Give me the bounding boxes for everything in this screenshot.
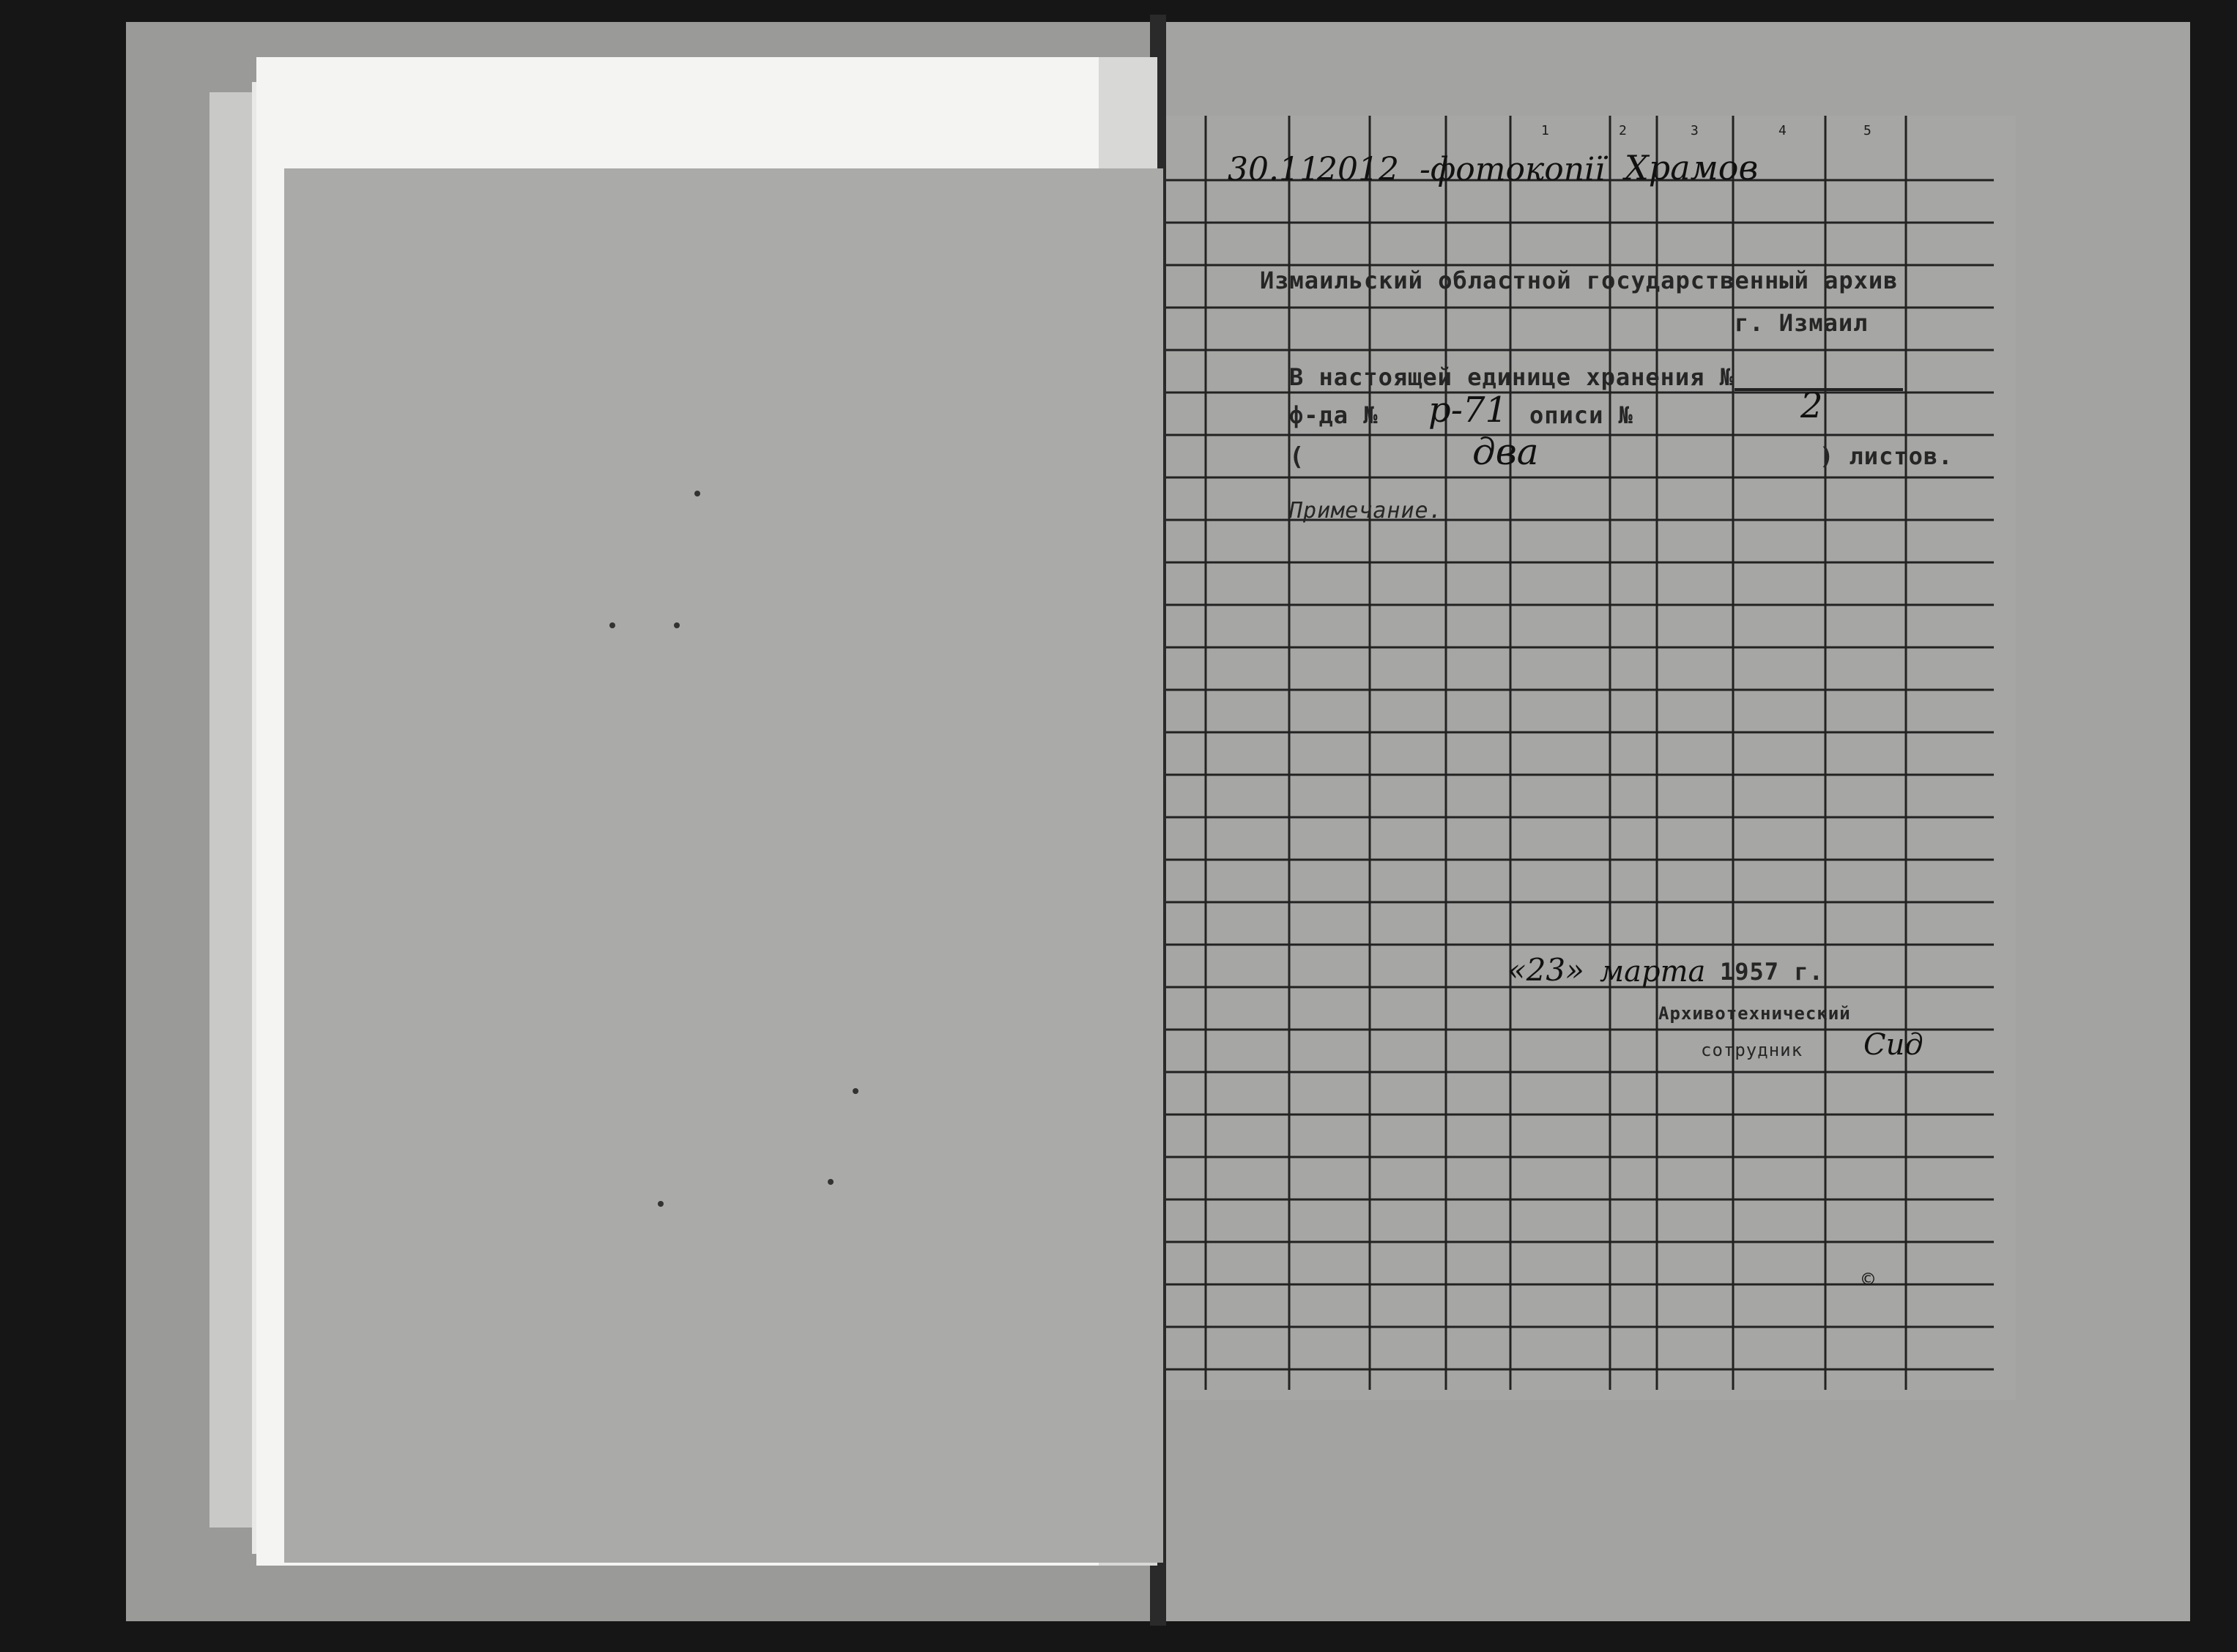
sheets-open-paren: ( <box>1289 442 1305 472</box>
opis-number: 2 <box>1800 385 1823 426</box>
paper-speck <box>674 622 680 628</box>
date-year: 1957 г. <box>1720 958 1824 986</box>
opis-label: описи № <box>1529 401 1633 429</box>
paper-speck <box>828 1179 834 1185</box>
signer-title-line-1: Архивотехнический <box>1658 1003 1851 1024</box>
fond-label: ф-да № <box>1289 401 1379 429</box>
signer-title-line-2: сотрудник <box>1701 1040 1803 1060</box>
note-label: Примечание. <box>1289 498 1443 524</box>
blank-page <box>284 168 1163 1563</box>
paper-speck <box>609 622 615 628</box>
city-stamp: г. Измаил <box>1735 309 1869 337</box>
ruled-grid <box>1166 116 2016 1400</box>
sheets-label: ) листов. <box>1819 442 1954 470</box>
handwritten-date: 30.11 <box>1228 151 1320 188</box>
column-number: 5 <box>1863 123 1871 138</box>
column-number: 4 <box>1778 123 1787 138</box>
paper-speck <box>694 491 700 496</box>
paper-speck <box>853 1088 858 1094</box>
signature: Сид <box>1863 1028 1923 1062</box>
column-number: 3 <box>1691 123 1699 138</box>
handwritten-copy-note: -фотокопії <box>1420 151 1606 188</box>
storage-unit-label: В настоящей единице хранения № <box>1289 362 1903 391</box>
stamp-mark: © <box>1862 1267 1874 1291</box>
column-number: 1 <box>1541 123 1549 138</box>
archive-record-card <box>1166 116 2016 1400</box>
handwritten-year: 2012 <box>1317 151 1399 188</box>
sheets-count: два <box>1472 431 1539 473</box>
archive-name-stamp: Измаильский областной государственный архив <box>1260 267 1899 294</box>
paper-speck <box>658 1201 664 1207</box>
handwritten-name: Храмов <box>1625 148 1759 187</box>
fond-number: р-71 <box>1428 390 1508 431</box>
date-month: марта <box>1600 955 1706 989</box>
column-number: 2 <box>1619 123 1627 138</box>
date-day: «23» <box>1507 952 1584 988</box>
